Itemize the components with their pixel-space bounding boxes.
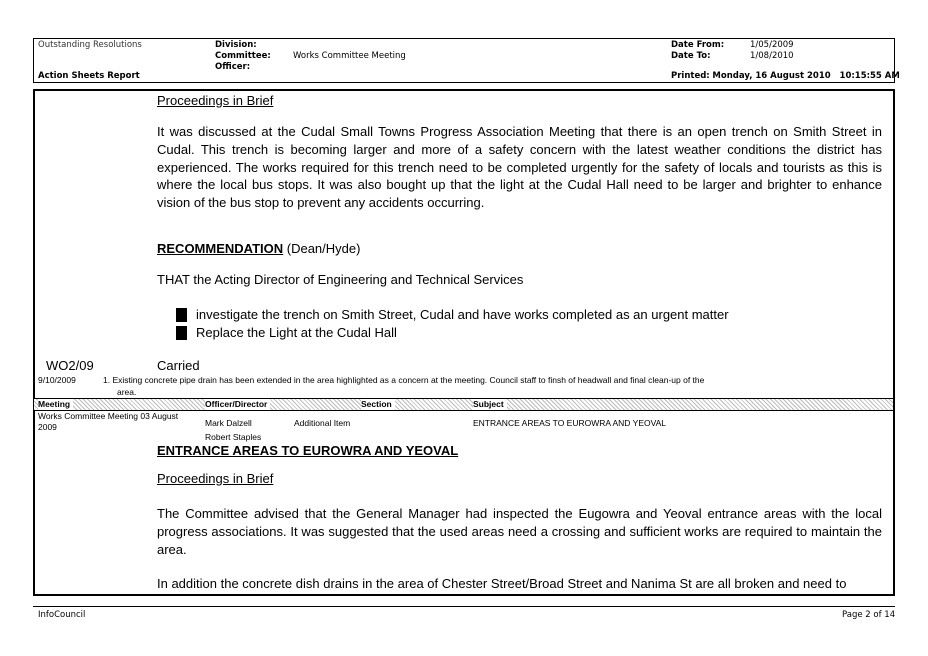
list-item: investigate the trench on Smith Street, Cudal and have works completed as an urgent matter — [196, 307, 729, 322]
header-hatching — [34, 399, 893, 410]
recommendation-label: RECOMMENDATION — [157, 241, 284, 256]
meeting-year: 2009 — [38, 422, 57, 432]
proceedings-paragraph-2: The Committee advised that the General Manager had inspected the Eugowra and Yeoval entrance areas with the local progress associations. It was suggested that the used areas need a crossing and sufficient works are required to maintain the area. — [157, 506, 882, 557]
list-item: Replace the Light at the Cudal Hall — [196, 325, 397, 340]
page-number: Page 2 of 14 — [842, 610, 896, 620]
column-section: Section — [361, 399, 395, 410]
subject-value: ENTRANCE AREAS TO EUROWRA AND YEOVAL — [473, 418, 667, 428]
printed-label: Printed: — [671, 71, 710, 81]
committee-label: Committee: — [215, 51, 271, 61]
report-type: Outstanding Resolutions — [38, 40, 142, 50]
date-from-label: Date From: — [671, 40, 725, 50]
date-to-label: Date To: — [671, 51, 711, 61]
recommendation-movers: (Dean/Hyde) — [283, 241, 361, 256]
officer-label: Officer: — [215, 62, 251, 72]
bullet-icon — [176, 308, 187, 322]
date-to-value: 1/08/2010 — [750, 51, 794, 61]
meeting-name: Works Committee Meeting 03 August — [38, 411, 179, 421]
column-officer: Officer/Director — [205, 399, 270, 410]
bullet-icon — [176, 326, 187, 340]
report-name: Action Sheets Report — [38, 71, 140, 81]
printed-value: Monday, 16 August 2010 10:15:55 AM — [712, 71, 900, 81]
proceedings-heading-2: Proceedings in Brief — [157, 471, 274, 486]
division-label: Division: — [215, 40, 257, 50]
footer-app-name: InfoCouncil — [38, 610, 86, 620]
resolution-status: Carried — [157, 358, 200, 373]
recommendation-line — [157, 240, 360, 258]
officer-name: Mark Dalzell — [205, 418, 252, 428]
column-subject: Subject — [473, 399, 507, 410]
resolution-number: WO2/09 — [46, 358, 94, 373]
director-name: Robert Staples — [205, 432, 262, 442]
proceedings-paragraph-3: In addition the concrete dish drains in the area of Chester Street/Broad Street and Nanima St are all broken and need to — [157, 576, 847, 591]
action-text: 1. Existing concrete pipe drain has been extended in the area highlighted as a concern at the meeting. Council staff to finsh of headwall and final clean-up of the — [103, 375, 705, 385]
date-from-value: 1/05/2009 — [750, 40, 794, 50]
proceedings-paragraph: It was discussed at the Cudal Small Towns Progress Association Meeting that there is an open trench on Smith Street in Cudal. This trench is becoming larger and more of a safety concern with the latest weather conditions the district has experienced. The works required for this trench need to be completed urgently for the safety of locals and tourists as this is where the local bus stops. It was also bought up that the light at the Cudal Hall need to be larger and brighter to enhance vision of the bus stop to prevent any accidents occurring. — [157, 124, 882, 211]
section-value: Additional Item — [294, 418, 351, 428]
action-date: 9/10/2009 — [38, 375, 76, 385]
proceedings-heading: Proceedings in Brief — [157, 93, 274, 108]
committee-value: Works Committee Meeting — [293, 51, 406, 61]
printed-line — [671, 71, 900, 82]
action-text-continued: area. — [117, 387, 137, 397]
that-statement: THAT the Acting Director of Engineering and Technical Services — [157, 272, 524, 287]
column-meeting: Meeting — [38, 399, 73, 410]
item-title: ENTRANCE AREAS TO EUROWRA AND YEOVAL — [157, 443, 459, 458]
